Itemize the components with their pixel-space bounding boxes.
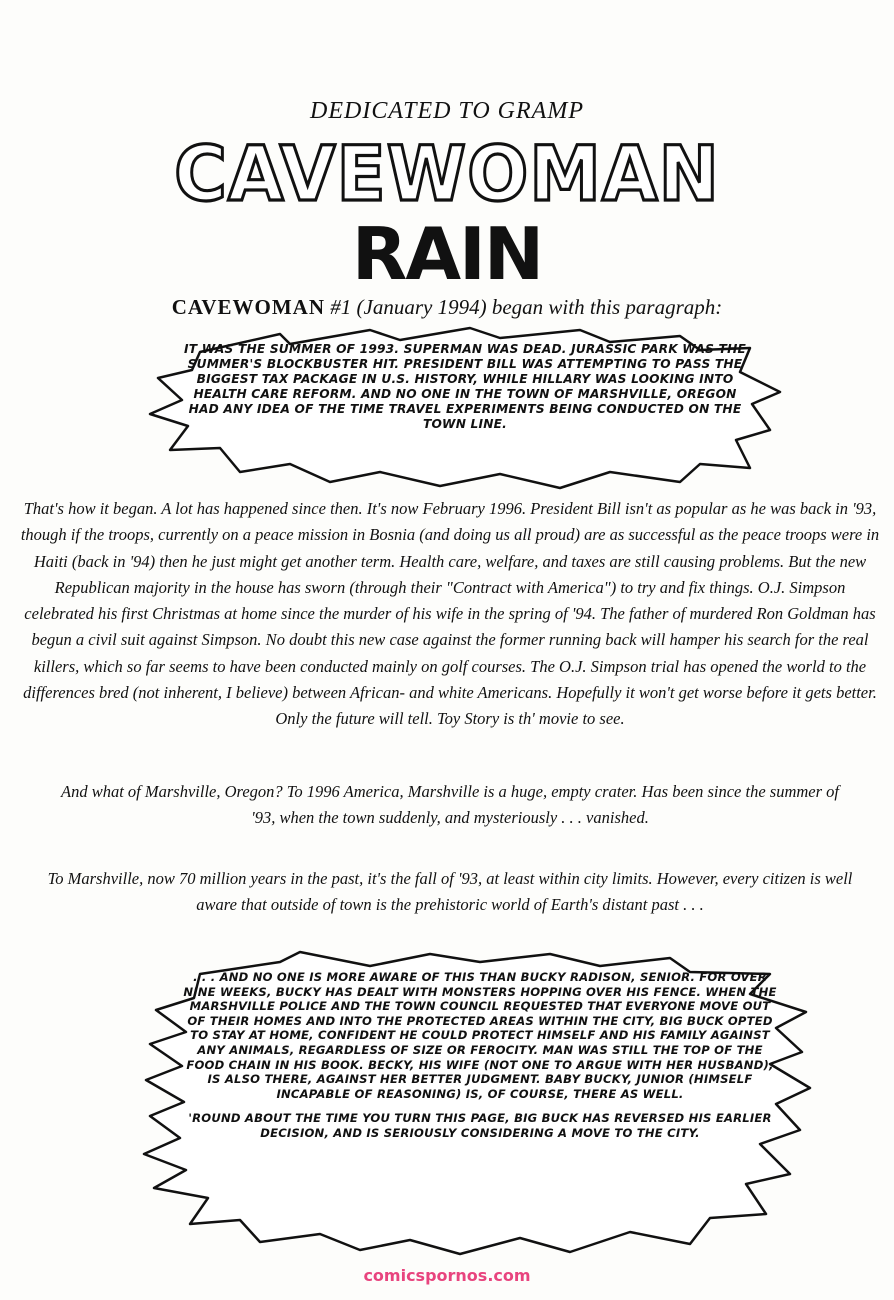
- paragraph-1: That's how it began. A lot has happened since then. It's now February 1996. President Bill isn't as popular as he was back in '93, though if the troops, currently on a peace mission in Bosnia (and doing us all proud) are as successful as the peace troops were in Haiti (back in '94) then he just might get another term. Health care, welfare, and taxes are still causing problems. But the new Republican majority in the house has sworn (through their "Contract with America") to try and fix things. O.J. Simpson celebrated his first Christmas at home since the murder of his wife in the spring of '94. The father of murdered Ron Goldman has begun a civil suit against Simpson. No doubt this new case against the former running back will hamper his search for the real killers, which so far seems to have been conducted mainly on golf courses. The O.J. Simpson trial has opened the world to the differences bred (not inherent, I believe) between African- and white Americans. Hopefully it won't get worse before it gets better. Only the future will tell. Toy Story is th' movie to see.: [20, 499, 880, 729]
- footer-watermark: comicspornos.com: [363, 1266, 531, 1285]
- caption-balloon-1: [140, 322, 790, 492]
- balloon-2-text-1: . . . AND NO ONE IS MORE AWARE OF THIS THAN BUCKY RADISON, SENIOR. FOR OVER NINE WEEKS, BUCKY HAS DEALT WITH MONSTERS HOPPING OVER HIS FENCE. WHEN THE MARSHVILLE POLICE AND THE TOWN COUNCIL REQUESTED THAT EVERYONE MOVE OUT OF THEIR HOMES AND INTO THE PROTECTED AREAS WITHIN THE CITY, BIG BUCK OPTED TO STAY AT HOME, CONFIDENT HE COULD PROTECT HIMSELF AND HIS FAMILY AGAINST ANY ANIMALS, REGARDLESS OF SIZE OR FEROCITY. MAN WAS STILL THE TOP OF THE FOOD CHAIN IN HIS BOOK. BECKY, HIS WIFE (NOT ONE TO ARGUE WITH HER HUSBAND), IS ALSO THERE, AGAINST HER BETTER JUDGMENT. BABY BUCKY, JUNIOR (HIMSELF INCAPABLE OF REASONING) IS, OF COURSE, THERE AS WELL.: [183, 970, 777, 1101]
- logo-title: CAVEWOMAN: [174, 129, 720, 219]
- dedication: DEDICATED TO GRAMP: [310, 98, 584, 124]
- caption-balloon-2: [130, 948, 820, 1260]
- balloon-2-text: [180, 970, 780, 1141]
- logo-subtitle: RAIN: [351, 212, 543, 296]
- paragraph-3: To Marshville, now 70 million years in the past, it's the fall of '93, at least within city limits. However, every citizen is well aware that outside of town is the prehistoric world of Earth's distant past . . .: [47, 869, 853, 915]
- paragraph-2: And what of Marshville, Oregon? To 1996 America, Marshville is a huge, empty crater. Has been since the summer of '93, when the town suddenly, and mysteriously . . . vanished.: [60, 782, 839, 828]
- balloon-1-text: IT WAS THE SUMMER OF 1993. SUPERMAN WAS DEAD. JURASSIC PARK WAS THE SUMMER'S BLOCKBUSTER HIT. PRESIDENT BILL WAS ATTEMPTING TO PASS THE BIGGEST TAX PACKAGE IN U.S. HISTORY, WHILE HILLARY WAS LOOKING INTO HEALTH CARE REFORM. AND NO ONE IN THE TOWN OF MARSHVILLE, OREGON HAD ANY IDEA OF THE TIME TRAVEL EXPERIMENTS BEING CONDUCTED ON THE TOWN LINE.: [184, 342, 746, 431]
- intro-line: [0, 295, 894, 320]
- intro-brand: CAVEWOMAN: [171, 295, 326, 319]
- intro-rest: #1 (January 1994) began with this paragraph:: [325, 295, 723, 319]
- balloon-2-text-2: 'ROUND ABOUT THE TIME YOU TURN THIS PAGE, BIG BUCK HAS REVERSED HIS EARLIER DECISION, AND IS SERIOUSLY CONSIDERING A MOVE TO THE CITY.: [188, 1111, 772, 1140]
